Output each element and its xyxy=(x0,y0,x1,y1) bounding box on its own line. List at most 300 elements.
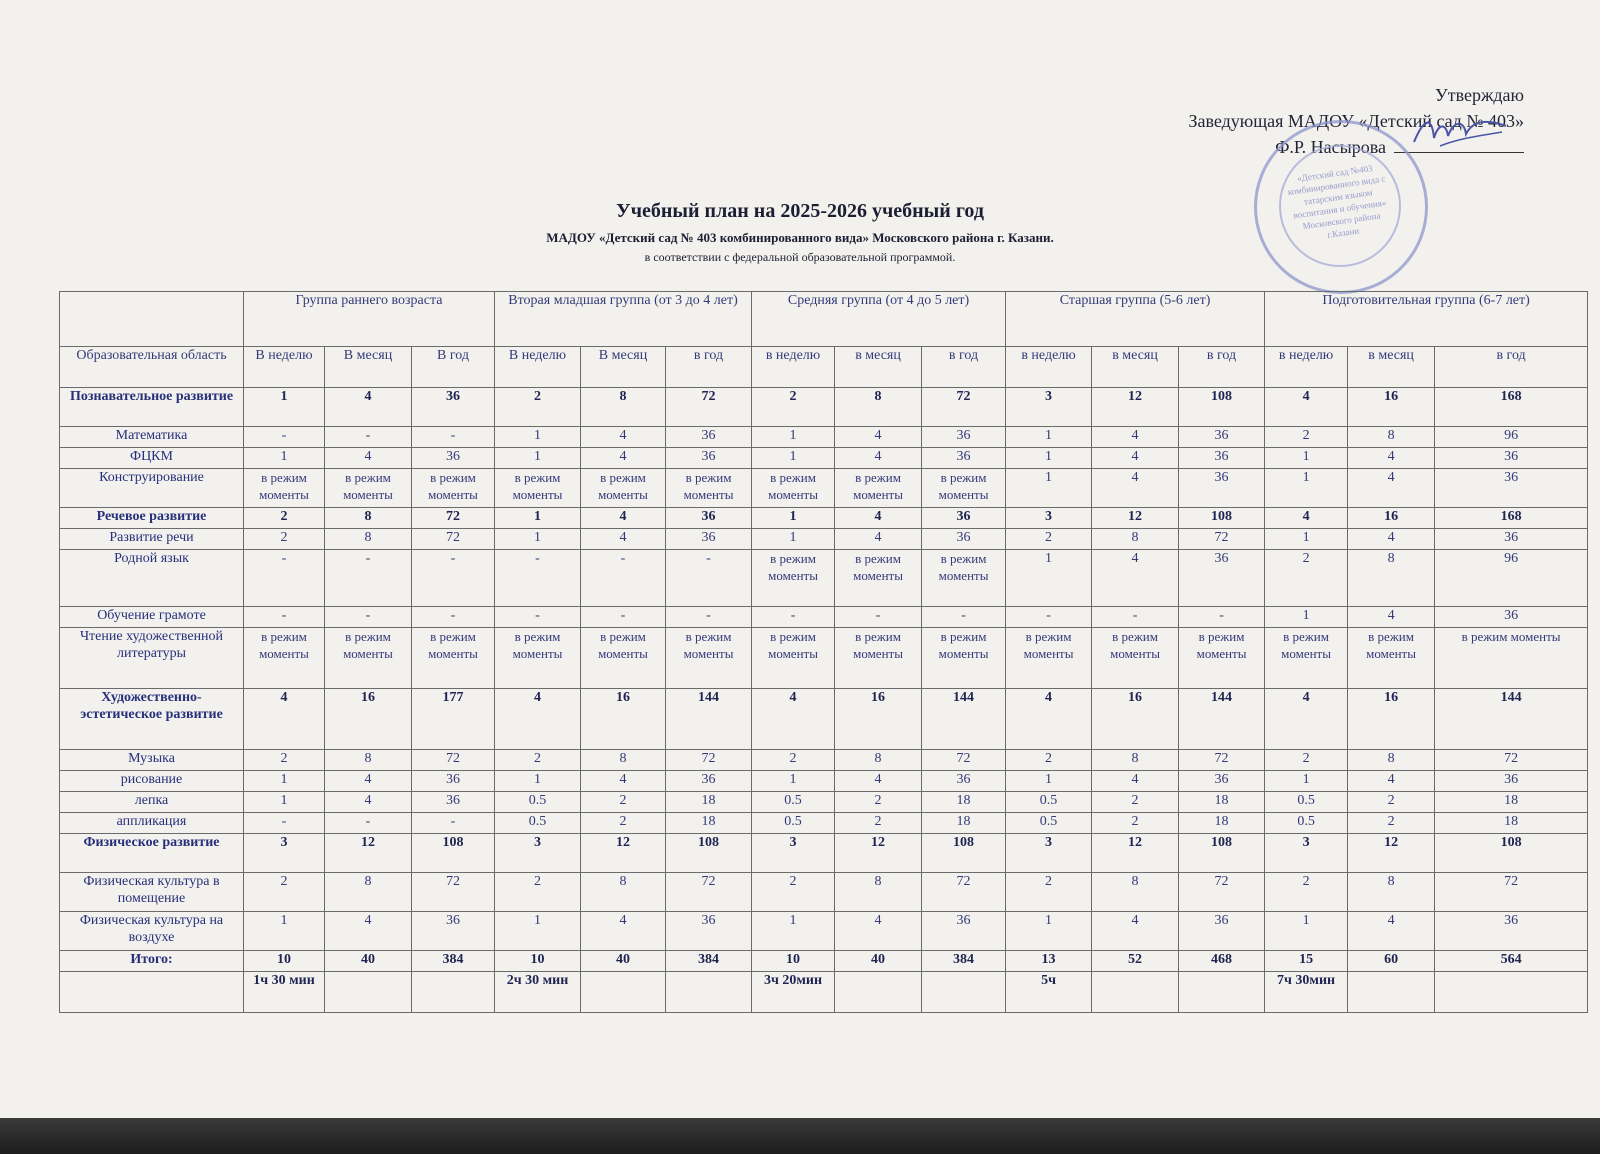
value-cell: 36 xyxy=(412,771,495,792)
value-cell: - xyxy=(244,607,325,628)
value-cell: 8 xyxy=(325,750,412,771)
value-cell: 4 xyxy=(244,689,325,750)
period-header: в год xyxy=(666,347,752,388)
value-cell: 2 xyxy=(495,750,581,771)
value-cell: 72 xyxy=(412,508,495,529)
table-row xyxy=(60,951,1588,972)
value-cell: 16 xyxy=(581,689,666,750)
value-cell: 2 xyxy=(1348,792,1435,813)
value-cell: 1 xyxy=(752,508,835,529)
table-row xyxy=(60,550,1588,607)
table-row xyxy=(60,427,1588,448)
value-cell: - xyxy=(244,550,325,607)
value-cell: 1 xyxy=(752,771,835,792)
value-cell: - xyxy=(412,813,495,834)
group-header: Старшая группа (5-6 лет) xyxy=(1006,292,1265,347)
time-cell xyxy=(412,972,495,1013)
document-subtitle-2: в соответствии с федеральной образовательной программой. xyxy=(644,250,956,264)
value-cell: 36 xyxy=(666,508,752,529)
value-cell: 72 xyxy=(666,388,752,427)
value-cell: 144 xyxy=(1179,689,1265,750)
value-cell: 72 xyxy=(412,529,495,550)
value-cell: 36 xyxy=(1435,529,1588,550)
value-cell: 72 xyxy=(922,750,1006,771)
value-cell: 1 xyxy=(752,529,835,550)
value-cell: 1 xyxy=(1006,427,1092,448)
value-cell: 18 xyxy=(1435,792,1588,813)
value-cell: 4 xyxy=(1092,771,1179,792)
value-cell: 1 xyxy=(1265,469,1348,508)
value-cell: 1 xyxy=(1265,529,1348,550)
value-cell: в режим моменты xyxy=(752,628,835,689)
value-cell: 2 xyxy=(1348,813,1435,834)
table-row xyxy=(60,607,1588,628)
value-cell: 15 xyxy=(1265,951,1348,972)
group-header: Подготовительная группа (6-7 лет) xyxy=(1265,292,1588,347)
value-cell: 12 xyxy=(325,834,412,873)
period-header: В год xyxy=(412,347,495,388)
value-cell: 2 xyxy=(1265,873,1348,912)
value-cell: 1 xyxy=(244,912,325,951)
area-header: Образовательная область xyxy=(60,347,244,388)
value-cell: 16 xyxy=(325,689,412,750)
value-cell: 36 xyxy=(1179,912,1265,951)
handwritten-signature xyxy=(1410,112,1510,152)
value-cell: 36 xyxy=(922,529,1006,550)
time-cell: 3ч 20мин xyxy=(752,972,835,1013)
value-cell: 144 xyxy=(1435,689,1588,750)
value-cell: - xyxy=(325,813,412,834)
value-cell: 8 xyxy=(1092,873,1179,912)
value-cell: в режим моменты xyxy=(244,628,325,689)
value-cell: - xyxy=(495,550,581,607)
value-cell: 144 xyxy=(922,689,1006,750)
value-cell: 18 xyxy=(666,792,752,813)
value-cell: в режим моменты xyxy=(666,628,752,689)
area-name-cell: Физическая культура в помещение xyxy=(60,873,244,912)
value-cell: 4 xyxy=(581,448,666,469)
time-cell xyxy=(581,972,666,1013)
value-cell: 36 xyxy=(1435,607,1588,628)
value-cell: 1 xyxy=(244,448,325,469)
group-header: Группа раннего возраста xyxy=(244,292,495,347)
value-cell: 8 xyxy=(325,873,412,912)
value-cell: в режим моменты xyxy=(1006,628,1092,689)
table-row xyxy=(60,873,1588,912)
value-cell: 564 xyxy=(1435,951,1588,972)
period-header: в месяц xyxy=(835,347,922,388)
value-cell: 4 xyxy=(1092,550,1179,607)
table-row xyxy=(60,448,1588,469)
value-cell: 36 xyxy=(666,529,752,550)
value-cell: в режим моменты xyxy=(922,550,1006,607)
value-cell: 1 xyxy=(244,792,325,813)
value-cell: в режим моменты xyxy=(1348,628,1435,689)
value-cell: 1 xyxy=(1265,912,1348,951)
value-cell: 72 xyxy=(922,388,1006,427)
value-cell: 2 xyxy=(244,529,325,550)
value-cell: в режим моменты xyxy=(325,469,412,508)
value-cell: 108 xyxy=(666,834,752,873)
time-cell: 1ч 30 мин xyxy=(244,972,325,1013)
area-name-cell: рисование xyxy=(60,771,244,792)
value-cell: 36 xyxy=(412,388,495,427)
value-cell: 72 xyxy=(1435,750,1588,771)
value-cell: в режим моменты xyxy=(325,628,412,689)
value-cell: 1 xyxy=(495,508,581,529)
value-cell: 1 xyxy=(1006,550,1092,607)
value-cell: 40 xyxy=(581,951,666,972)
table-row xyxy=(60,792,1588,813)
value-cell: 13 xyxy=(1006,951,1092,972)
value-cell: 36 xyxy=(666,427,752,448)
time-cell xyxy=(835,972,922,1013)
value-cell: 2 xyxy=(835,792,922,813)
value-cell: 108 xyxy=(1179,834,1265,873)
value-cell: 3 xyxy=(1265,834,1348,873)
value-cell: в режим моменты xyxy=(1092,628,1179,689)
value-cell: 4 xyxy=(835,448,922,469)
table-row xyxy=(60,628,1588,689)
value-cell: 4 xyxy=(495,689,581,750)
value-cell: 4 xyxy=(835,427,922,448)
value-cell: 2 xyxy=(835,813,922,834)
value-cell: 2 xyxy=(752,388,835,427)
value-cell: 1 xyxy=(1265,607,1348,628)
value-cell: 108 xyxy=(1179,508,1265,529)
time-cell xyxy=(1092,972,1179,1013)
value-cell: 4 xyxy=(325,388,412,427)
time-cell xyxy=(1348,972,1435,1013)
value-cell: 108 xyxy=(1179,388,1265,427)
area-name-cell: Познавательное развитие xyxy=(60,388,244,427)
period-header: в неделю xyxy=(1006,347,1092,388)
value-cell: 8 xyxy=(1092,529,1179,550)
value-cell: 4 xyxy=(752,689,835,750)
value-cell: 0.5 xyxy=(752,813,835,834)
value-cell: 1 xyxy=(1006,469,1092,508)
value-cell: 1 xyxy=(495,771,581,792)
value-cell: 168 xyxy=(1435,508,1588,529)
value-cell: 12 xyxy=(1092,834,1179,873)
value-cell: 16 xyxy=(1092,689,1179,750)
value-cell: 2 xyxy=(495,873,581,912)
value-cell: 36 xyxy=(666,771,752,792)
value-cell: 8 xyxy=(1348,750,1435,771)
value-cell: 2 xyxy=(1265,550,1348,607)
value-cell: 16 xyxy=(1348,388,1435,427)
curriculum-table xyxy=(59,291,1588,1013)
value-cell: 12 xyxy=(1348,834,1435,873)
value-cell: 8 xyxy=(581,873,666,912)
period-header: в год xyxy=(922,347,1006,388)
value-cell: 4 xyxy=(325,771,412,792)
value-cell: 72 xyxy=(1435,873,1588,912)
value-cell: 108 xyxy=(1435,834,1588,873)
value-cell: 1 xyxy=(495,912,581,951)
value-cell: 4 xyxy=(1006,689,1092,750)
document-subtitle: МАДОУ «Детский сад № 403 комбинированного вида» Московского района г. Казани. xyxy=(546,230,1054,245)
value-cell: 1 xyxy=(244,388,325,427)
value-cell: 384 xyxy=(412,951,495,972)
value-cell: - xyxy=(581,550,666,607)
value-cell: 3 xyxy=(244,834,325,873)
value-cell: 4 xyxy=(1092,427,1179,448)
value-cell: в режим моменты xyxy=(922,469,1006,508)
value-cell: 96 xyxy=(1435,427,1588,448)
value-cell: 168 xyxy=(1435,388,1588,427)
value-cell: 4 xyxy=(581,427,666,448)
value-cell: 18 xyxy=(1435,813,1588,834)
area-name-cell: Чтение художественной литературы xyxy=(60,628,244,689)
value-cell: 0.5 xyxy=(1265,792,1348,813)
period-header: В месяц xyxy=(581,347,666,388)
value-cell: 18 xyxy=(1179,792,1265,813)
stamp-text: «Детский сад №403 комбинированного вида с татарским языком воспитания и обучения» Московского района г.Казани xyxy=(1287,163,1387,240)
value-cell: в режим моменты xyxy=(1179,628,1265,689)
value-cell: 10 xyxy=(495,951,581,972)
value-cell: 12 xyxy=(581,834,666,873)
value-cell: - xyxy=(495,607,581,628)
value-cell: в режим моменты xyxy=(495,628,581,689)
value-cell: 4 xyxy=(835,771,922,792)
value-cell: 2 xyxy=(1006,750,1092,771)
value-cell: 0.5 xyxy=(495,792,581,813)
value-cell: 4 xyxy=(1265,388,1348,427)
value-cell: 4 xyxy=(1092,912,1179,951)
value-cell: 36 xyxy=(1435,448,1588,469)
value-cell: 1 xyxy=(1006,912,1092,951)
area-name-cell: Физическое развитие xyxy=(60,834,244,873)
period-header: В неделю xyxy=(495,347,581,388)
table-row xyxy=(60,912,1588,951)
value-cell: 4 xyxy=(1348,448,1435,469)
value-cell: в режим моменты xyxy=(666,469,752,508)
value-cell: 16 xyxy=(835,689,922,750)
value-cell: 36 xyxy=(1179,771,1265,792)
value-cell: 2 xyxy=(752,750,835,771)
table-row xyxy=(60,813,1588,834)
value-cell: 10 xyxy=(244,951,325,972)
area-name-cell: лепка xyxy=(60,792,244,813)
area-name-cell: Родной язык xyxy=(60,550,244,607)
value-cell: - xyxy=(412,427,495,448)
value-cell: в режим моменты xyxy=(1265,628,1348,689)
value-cell: 1 xyxy=(495,427,581,448)
value-cell: - xyxy=(835,607,922,628)
value-cell: 4 xyxy=(1348,607,1435,628)
value-cell: 8 xyxy=(835,388,922,427)
value-cell: 12 xyxy=(835,834,922,873)
area-name-cell: Итого: xyxy=(60,951,244,972)
period-header: в месяц xyxy=(1092,347,1179,388)
value-cell: в режим моменты xyxy=(495,469,581,508)
value-cell: 4 xyxy=(581,912,666,951)
table-row xyxy=(60,388,1588,427)
value-cell: 4 xyxy=(1265,689,1348,750)
period-header: в неделю xyxy=(752,347,835,388)
value-cell: 36 xyxy=(1179,427,1265,448)
value-cell: 72 xyxy=(922,873,1006,912)
approval-position: Заведующая МАДОУ «Детский сад № 403» xyxy=(1188,111,1524,131)
value-cell: в режим моменты xyxy=(752,550,835,607)
value-cell: 2 xyxy=(1006,873,1092,912)
value-cell: 2 xyxy=(752,873,835,912)
value-cell: 16 xyxy=(1348,689,1435,750)
value-cell: 1 xyxy=(752,427,835,448)
value-cell: 60 xyxy=(1348,951,1435,972)
header-empty-cell xyxy=(60,292,244,347)
value-cell: 72 xyxy=(412,750,495,771)
value-cell: 4 xyxy=(1348,912,1435,951)
value-cell: в режим моменты xyxy=(412,628,495,689)
area-name-cell: Обучение грамоте xyxy=(60,607,244,628)
area-name-cell: Речевое развитие xyxy=(60,508,244,529)
value-cell: 8 xyxy=(1348,550,1435,607)
value-cell: 4 xyxy=(581,508,666,529)
value-cell: 18 xyxy=(922,792,1006,813)
value-cell: 4 xyxy=(325,912,412,951)
time-cell: 5ч xyxy=(1006,972,1092,1013)
document-title: Учебный план на 2025-2026 учебный год xyxy=(616,200,984,222)
value-cell: 36 xyxy=(922,427,1006,448)
value-cell: 2 xyxy=(1265,427,1348,448)
value-cell: - xyxy=(666,550,752,607)
value-cell: 177 xyxy=(412,689,495,750)
value-cell: 108 xyxy=(412,834,495,873)
value-cell: 3 xyxy=(752,834,835,873)
value-cell: 1 xyxy=(244,771,325,792)
time-summary-row xyxy=(60,972,1588,1013)
value-cell: 72 xyxy=(1179,750,1265,771)
area-name-cell: Художественно-эстетическое развитие xyxy=(60,689,244,750)
value-cell: 3 xyxy=(1006,508,1092,529)
table-row xyxy=(60,750,1588,771)
value-cell: в режим моменты xyxy=(581,628,666,689)
value-cell: - xyxy=(1092,607,1179,628)
value-cell: 1 xyxy=(1006,771,1092,792)
value-cell: 1 xyxy=(495,448,581,469)
area-name-cell: Развитие речи xyxy=(60,529,244,550)
value-cell: 4 xyxy=(581,771,666,792)
value-cell: 36 xyxy=(1435,771,1588,792)
value-cell: 4 xyxy=(1092,448,1179,469)
value-cell: - xyxy=(325,427,412,448)
value-cell: - xyxy=(752,607,835,628)
value-cell: 3 xyxy=(495,834,581,873)
value-cell: 2 xyxy=(244,873,325,912)
value-cell: - xyxy=(325,607,412,628)
value-cell: 36 xyxy=(1435,469,1588,508)
period-header: в год xyxy=(1435,347,1588,388)
value-cell: 3 xyxy=(1006,834,1092,873)
value-cell: 36 xyxy=(412,912,495,951)
value-cell: 36 xyxy=(1179,448,1265,469)
value-cell: 4 xyxy=(1348,469,1435,508)
value-cell: 384 xyxy=(666,951,752,972)
value-cell: 36 xyxy=(922,508,1006,529)
value-cell: 1 xyxy=(752,448,835,469)
value-cell: 40 xyxy=(325,951,412,972)
value-cell: в режим моменты xyxy=(835,628,922,689)
value-cell: 2 xyxy=(495,388,581,427)
value-cell: 72 xyxy=(412,873,495,912)
time-cell xyxy=(1179,972,1265,1013)
area-name-cell: аппликация xyxy=(60,813,244,834)
period-header: в год xyxy=(1179,347,1265,388)
header-subheaders-row xyxy=(60,347,1588,388)
time-cell: 7ч 30мин xyxy=(1265,972,1348,1013)
value-cell: 4 xyxy=(1265,508,1348,529)
approval-signer: Ф.Р. Насырова xyxy=(1188,134,1524,160)
value-cell: в режим моменты xyxy=(922,628,1006,689)
value-cell: 2 xyxy=(244,750,325,771)
value-cell: 4 xyxy=(325,448,412,469)
table-row xyxy=(60,771,1588,792)
value-cell: 8 xyxy=(325,508,412,529)
area-name-cell: Физическая культура на воздухе xyxy=(60,912,244,951)
area-name-cell: Конструирование xyxy=(60,469,244,508)
value-cell: 1 xyxy=(1265,771,1348,792)
value-cell: 18 xyxy=(1179,813,1265,834)
period-header: В неделю xyxy=(244,347,325,388)
value-cell: 0.5 xyxy=(1006,813,1092,834)
value-cell: - xyxy=(412,607,495,628)
value-cell: - xyxy=(1006,607,1092,628)
value-cell: в режим моменты xyxy=(835,469,922,508)
group-header: Средняя группа (от 4 до 5 лет) xyxy=(752,292,1006,347)
value-cell: 72 xyxy=(666,750,752,771)
value-cell: 4 xyxy=(1348,771,1435,792)
value-cell: 1 xyxy=(495,529,581,550)
value-cell: 0.5 xyxy=(1265,813,1348,834)
value-cell: - xyxy=(666,607,752,628)
value-cell: 36 xyxy=(922,448,1006,469)
value-cell: - xyxy=(581,607,666,628)
header-groups-row xyxy=(60,292,1588,347)
value-cell: 0.5 xyxy=(1006,792,1092,813)
value-cell: 4 xyxy=(1092,469,1179,508)
value-cell: - xyxy=(244,813,325,834)
value-cell: 96 xyxy=(1435,550,1588,607)
value-cell: 2 xyxy=(1265,750,1348,771)
area-name-cell: Математика xyxy=(60,427,244,448)
value-cell: 2 xyxy=(1092,813,1179,834)
value-cell: 12 xyxy=(1092,508,1179,529)
value-cell: 8 xyxy=(325,529,412,550)
value-cell: 36 xyxy=(922,771,1006,792)
value-cell: 36 xyxy=(1435,912,1588,951)
value-cell: 18 xyxy=(666,813,752,834)
value-cell: 1 xyxy=(1006,448,1092,469)
value-cell: 16 xyxy=(1348,508,1435,529)
time-cell xyxy=(1435,972,1588,1013)
value-cell: 2 xyxy=(1092,792,1179,813)
value-cell: - xyxy=(325,550,412,607)
table-row xyxy=(60,469,1588,508)
table-row xyxy=(60,834,1588,873)
value-cell: 8 xyxy=(581,750,666,771)
value-cell: в режим моменты xyxy=(412,469,495,508)
time-cell xyxy=(666,972,752,1013)
value-cell: 2 xyxy=(1006,529,1092,550)
approval-title: Утверждаю xyxy=(1434,85,1524,105)
value-cell: 4 xyxy=(581,529,666,550)
value-cell: 8 xyxy=(1348,873,1435,912)
period-header: В месяц xyxy=(325,347,412,388)
time-cell: 2ч 30 мин xyxy=(495,972,581,1013)
value-cell: 0.5 xyxy=(495,813,581,834)
